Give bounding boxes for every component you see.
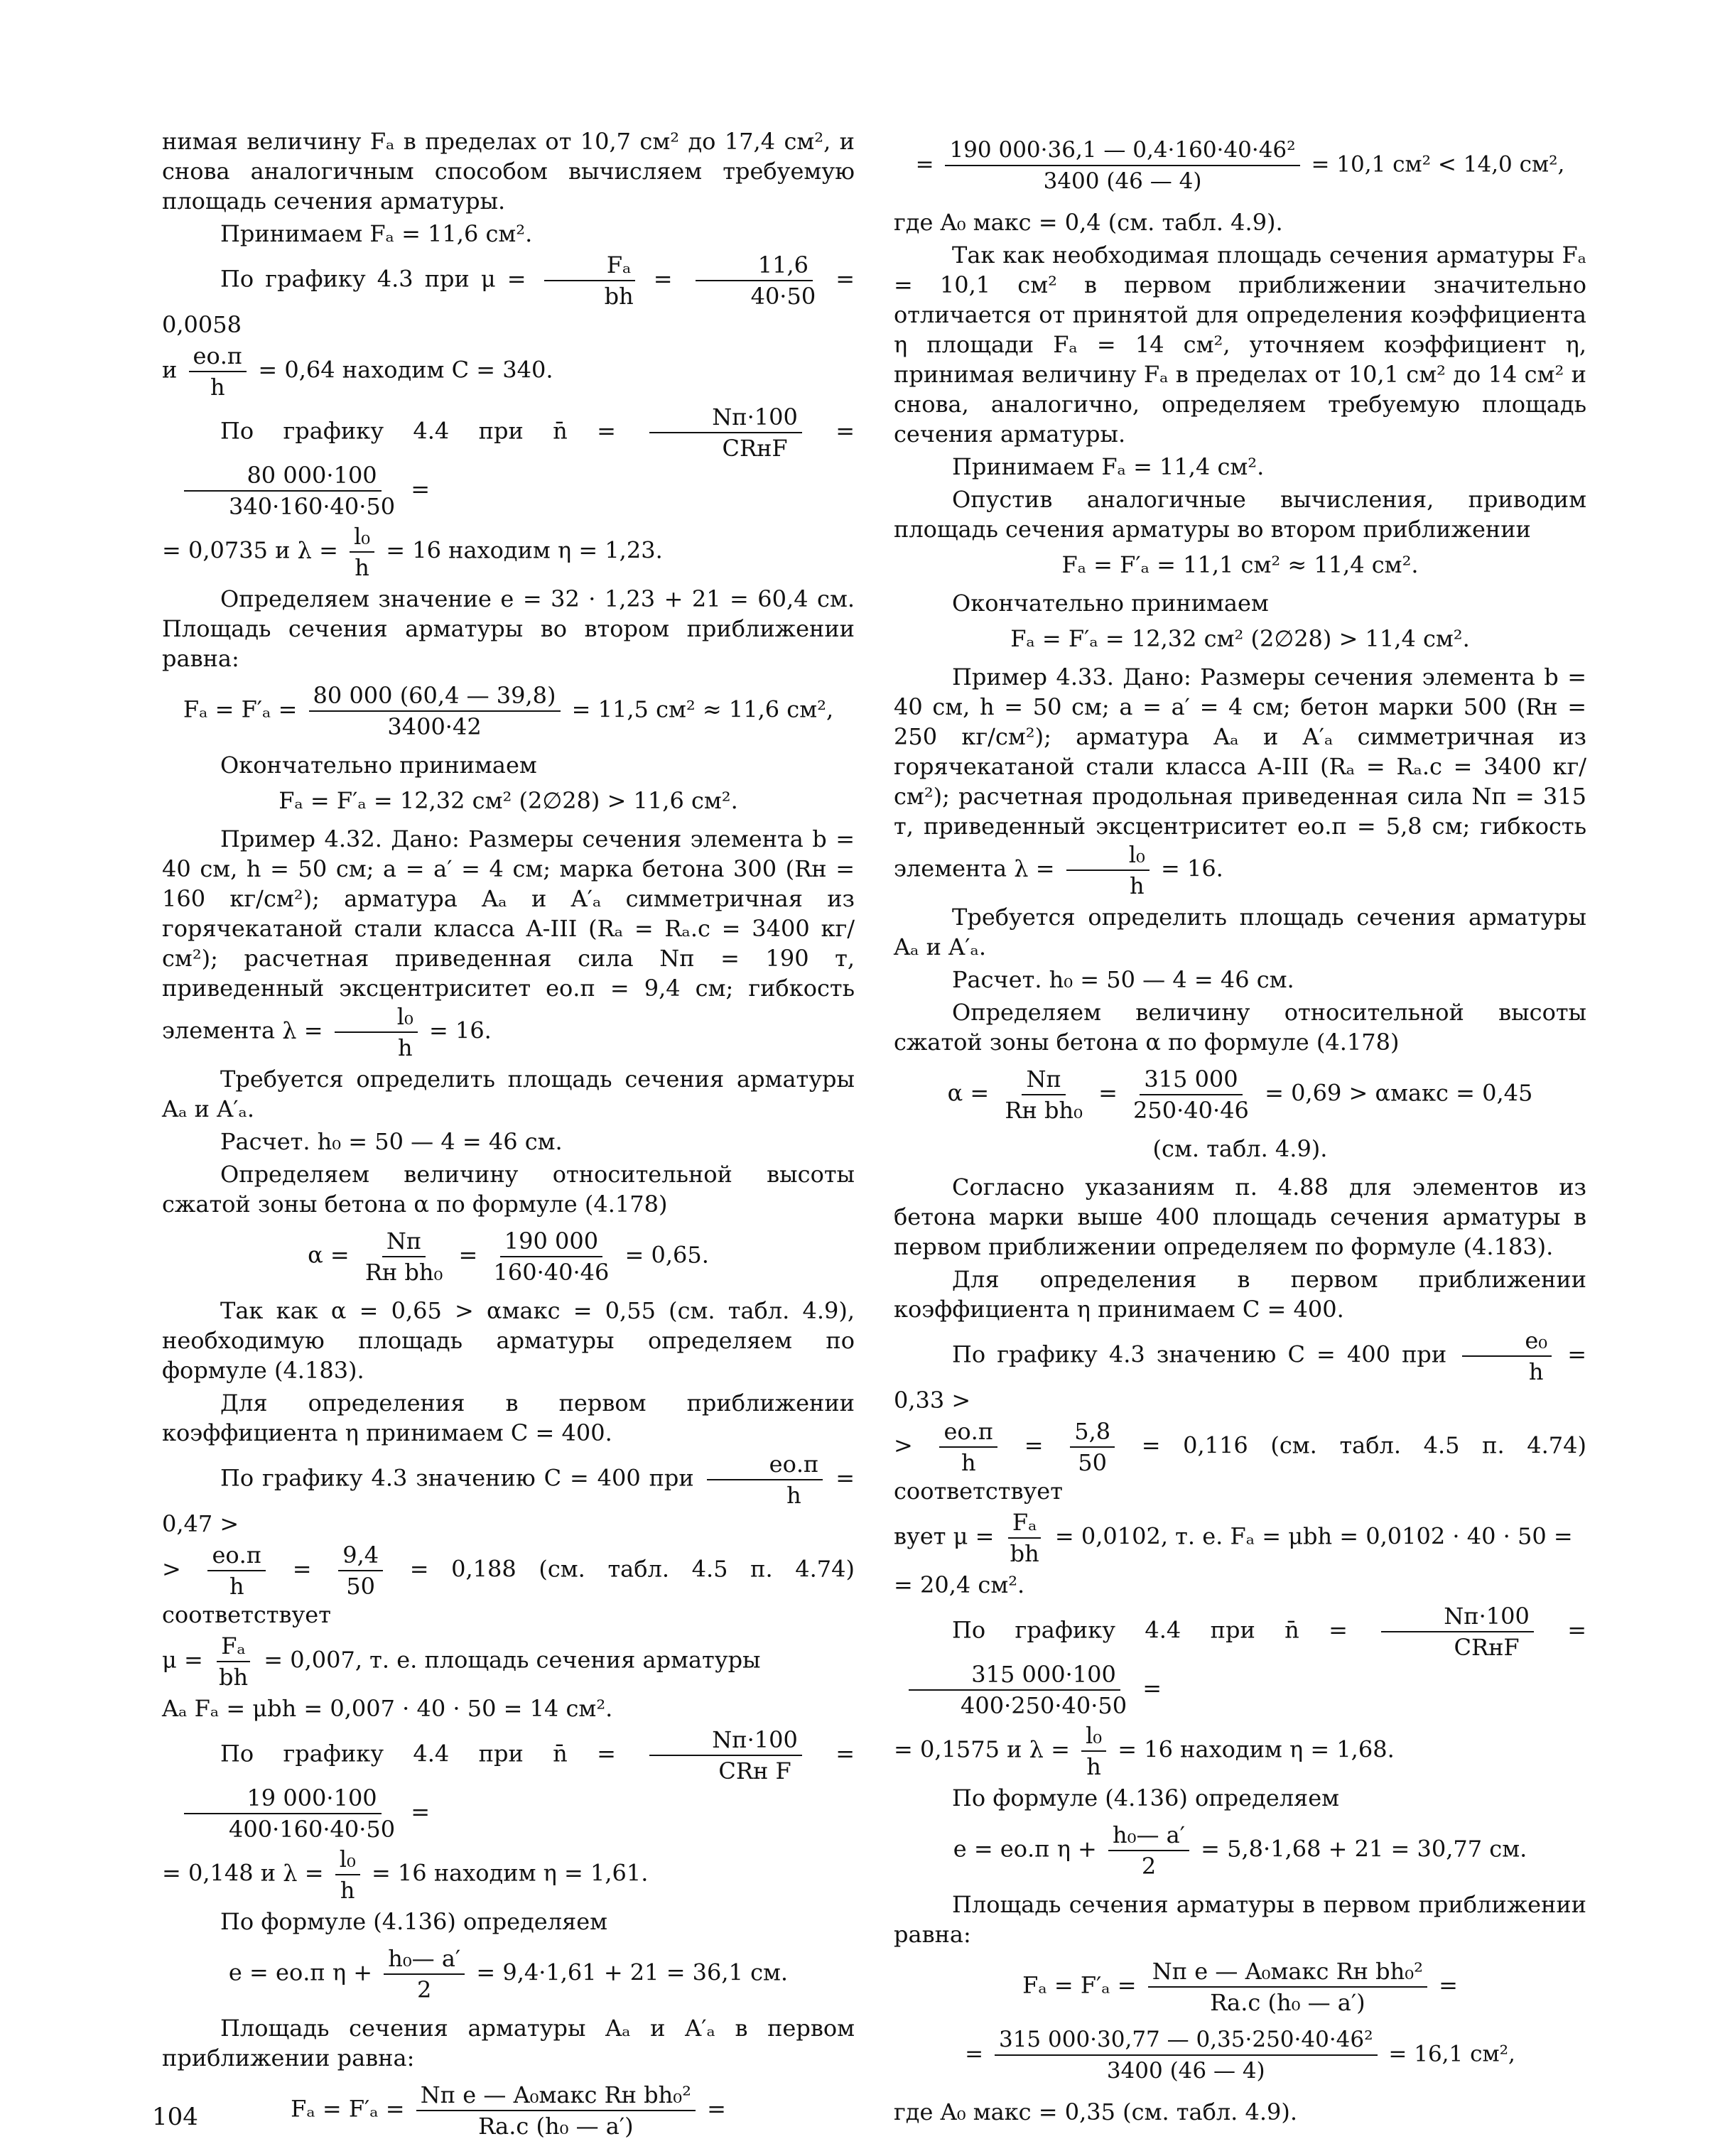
paragraph: Требуется определить площадь сечения арматуры Aₐ и A′ₐ. [162,1066,855,1122]
left-column [162,126,855,2150]
table-reference: (см. табл. 4.9). [1152,1135,1328,1162]
formula-line: По графику 4.4 при n̄ = $\frac{Nп\cdot 100}{\text{CRн F}}$ = $\frac{19 000\cdot 100}{400\cdot 160\cdot 40\cdot 50}$ = [162,1726,855,1843]
formula-line: По графику 4.3 значению C = 400 при $\frac{\text{e₀}}{h}$ = 0,33 > [894,1327,1586,1414]
formula-line: α = $\frac{Nп}{\text{Rн bh₀}}$ = $\frac{315 000}{250\cdot 40\cdot 46}$ = 0,69 > αмакс = 0,45 [947,1066,1533,1124]
formula-line: По графику 4.3 значению C = 400 при $\frac{eо.п}{h}$ = 0,47 > [162,1451,855,1537]
formula-line: вует μ = $\frac{\text{Fₐ}}{bh}$ = 0,0102, т. е. Fₐ = μbh = 0,0102 · 40 · 50 = [894,1509,1573,1567]
formula-line: Fₐ = F′ₐ = 12,32 см² (2∅28) > 11,6 см². [278,787,738,814]
formula-line: Fₐ = F′ₐ = $\frac{80 000 (60,4 — 39,8)}{3400\cdot 42}$ = 11,5 см² ≈ 11,6 см², [183,682,834,740]
right-column [894,126,1586,2130]
formula-line: e = eо.п η + $\frac{\text{h₀— a′}}{2}$ = 5,8·1,68 + 21 = 30,77 см. [953,1821,1527,1880]
paragraph: По формуле (4.136) определяем [220,1908,608,1935]
formula-line: > $\frac{eо.п}{h}$ = $\frac{5,8}{50}$ = 0,116 (см. табл. 4.5 п. 4.74) соответствует [894,1418,1587,1505]
formula-line: = $\frac{\text{315 000·30,77 — 0,35·250·40·46²}}{3400 (46 — 4)}$ = 16,1 см², [965,2027,1515,2084]
paragraph: Принимаем Fₐ = 11,4 см². [952,453,1265,480]
paragraph: = 20,4 см². [894,1571,1025,1598]
formula-line: α = $\frac{Nп}{\text{Rн bh₀}}$ = $\frac{190 000}{160\cdot 40\cdot 46}$ = 0,65. [308,1228,709,1286]
paragraph: Принимаем Fₐ = 11,6 см². [220,220,533,247]
formula-line: e = eо.п η + $\frac{\text{h₀— a′}}{2}$ = 9,4·1,61 + 21 = 36,1 см. [228,1945,789,2003]
paragraph: Требуется определить площадь сечения арматуры Aₐ и A′ₐ. [894,904,1586,960]
paragraph: Площадь сечения арматуры в первом приближении равна: [894,1891,1586,1948]
paragraph: где A₀ макс = 0,4 (см. табл. 4.9). [894,209,1283,236]
paragraph: нимая величину Fₐ в пределах от 10,7 см² до 17,4 см², и снова аналогичным способом вычисляем требуемую площадь сечения арматуры. [162,128,855,215]
formula-line: = $\frac{\text{190 000·36,1 — 0,4·160·40·46²}}{3400 (46 — 4)}$ = 10,1 см² < 14,0 см², [915,137,1565,194]
formula-line: и $\frac{eо.п}{h}$ = 0,64 находим C = 340. [162,342,553,401]
formula-line: = 0,148 и λ = $\frac{\text{l₀}}{h}$ = 16 находим η = 1,61. [162,1846,649,1904]
paragraph: Площадь сечения арматуры Aₐ и A′ₐ в первом приближении равна: [162,2015,855,2071]
paragraph: Расчет. h₀ = 50 — 4 = 46 см. [952,966,1294,993]
formula-line: По графику 4.4 при n̄ = $\frac{Nп\cdot 100}{\text{CRнF}}$ = $\frac{80 000\cdot 100}{340\cdot 160\cdot 40\cdot 50}$ = [162,403,855,520]
formula-line: По графику 4.3 при μ = $\frac{\text{Fₐ}}{bh}$ = $\frac{11,6}{40\cdot 50}$ = 0,0058 [162,251,855,338]
formula-line: Fₐ = F′ₐ = $\frac{\text{Nп e — A₀макс Rн bh₀²}}{\text{Rа.с (h₀ — a′)}}$ = [1022,1958,1458,2016]
example-4-33: Пример 4.33. Дано: Размеры сечения элемента b = 40 см, h = 50 см; a = a′ = 4 см; бетон марки 500 (Rн = 250 кг/см²); арматура Aₐ и A′ₐ симметричная из горячекатаной стали класса A-III (Rₐ = Rₐ.c = 3400 кг/см²); расчетная продольная приведенная сила Nп = 315 т, приведенный эксцентриситет eо.п = 5,8 см; гибкость элемента λ = $\frac{\text{l₀}}{h}$ = 16. [894,663,1586,899]
paragraph: Окончательно принимаем [220,752,537,779]
paragraph: Для определения в первом приближении коэффициента η принимаем C = 400. [162,1390,855,1446]
formula-line: По графику 4.4 при n̄ = $\frac{Nп\cdot 100}{\text{CRнF}}$ = $\frac{315 000\cdot 100}{400\cdot 250\cdot 40\cdot 50}$ = [894,1603,1586,1719]
paragraph: Aₐ Fₐ = μbh = 0,007 · 40 · 50 = 14 см². [162,1695,613,1722]
formula-line: > $\frac{eо.п}{h}$ = $\frac{9,4}{50}$ = 0,188 (см. табл. 4.5 п. 4.74) соответствует [162,1542,855,1628]
paragraph: Так как необходимая площадь сечения арматуры Fₐ = 10,1 см² в первом приближении значительно отличается от принятой для определения коэффициента η площади Fₐ = 14 см², уточняем коэффициент η, принимая величину Fₐ в пределах от 10,1 см² до 14 см² и снова, аналогично, определяем требуемую площадь сечения арматуры. [894,242,1586,448]
paragraph: где A₀ макс = 0,35 (см. табл. 4.9). [894,2098,1298,2125]
paragraph: Определяем величину относительной высоты сжатой зоны бетона α по формуле (4.178) [894,999,1586,1056]
paragraph: Определяем величину относительной высоты сжатой зоны бетона α по формуле (4.178) [162,1161,855,1218]
paragraph: Окончательно принимаем [952,590,1269,617]
formula-line: μ = $\frac{\text{Fₐ}}{bh}$ = 0,007, т. е. площадь сечения арматуры [162,1632,761,1691]
paragraph: Расчет. h₀ = 50 — 4 = 46 см. [220,1128,563,1155]
formula-line: Fₐ = F′ₐ = 11,1 см² ≈ 11,4 см². [1061,551,1419,578]
page-number: 104 [152,2103,198,2131]
paragraph: Опустив аналогичные вычисления, приводим площадь сечения арматуры во втором приближении [894,486,1586,543]
formula-line: Fₐ = F′ₐ = 12,32 см² (2∅28) > 11,4 см². [1010,625,1470,652]
paragraph: Для определения в первом приближении коэффициента η принимаем C = 400. [894,1266,1586,1323]
example-4-32: Пример 4.32. Дано: Размеры сечения элемента b = 40 см, h = 50 см; a = a′ = 4 см; марка бетона 300 (Rн = 160 кг/см²); арматура Aₐ и A′ₐ симметричная из горячекатаной стали класса A-III (Rₐ = Rₐ.c = 3400 кг/см²); расчетная приведенная сила Nп = 190 т, приведенный эксцентриситет eо.п = 9,4 см; гибкость элемента λ = $\frac{\text{l₀}}{h}$ = 16. [162,825,855,1061]
paragraph: Согласно указаниям п. 4.88 для элементов из бетона марки выше 400 площадь сечения арматуры в первом приближении определяем по формуле (4.183). [894,1174,1586,1260]
paragraph: По формуле (4.136) определяем [952,1784,1340,1811]
paragraph: Так как α = 0,65 > αмакс = 0,55 (см. табл. 4.9), необходимую площадь арматуры определяем по формуле (4.183). [162,1297,855,1384]
formula-line: Fₐ = F′ₐ = $\frac{\text{Nп e — A₀макс Rн bh₀²}}{\text{Rа.с (h₀ — a′)}}$ = [291,2081,726,2140]
paragraph: Определяем значение e = 32 · 1,23 + 21 = 60,4 см. Площадь сечения арматуры во втором приближении равна: [162,585,855,672]
formula-line: = 0,0735 и λ = $\frac{\text{l₀}}{h}$ = 16 находим η = 1,23. [162,523,663,581]
formula-line: = 0,1575 и λ = $\frac{\text{l₀}}{h}$ = 16 находим η = 1,68. [894,1722,1395,1780]
